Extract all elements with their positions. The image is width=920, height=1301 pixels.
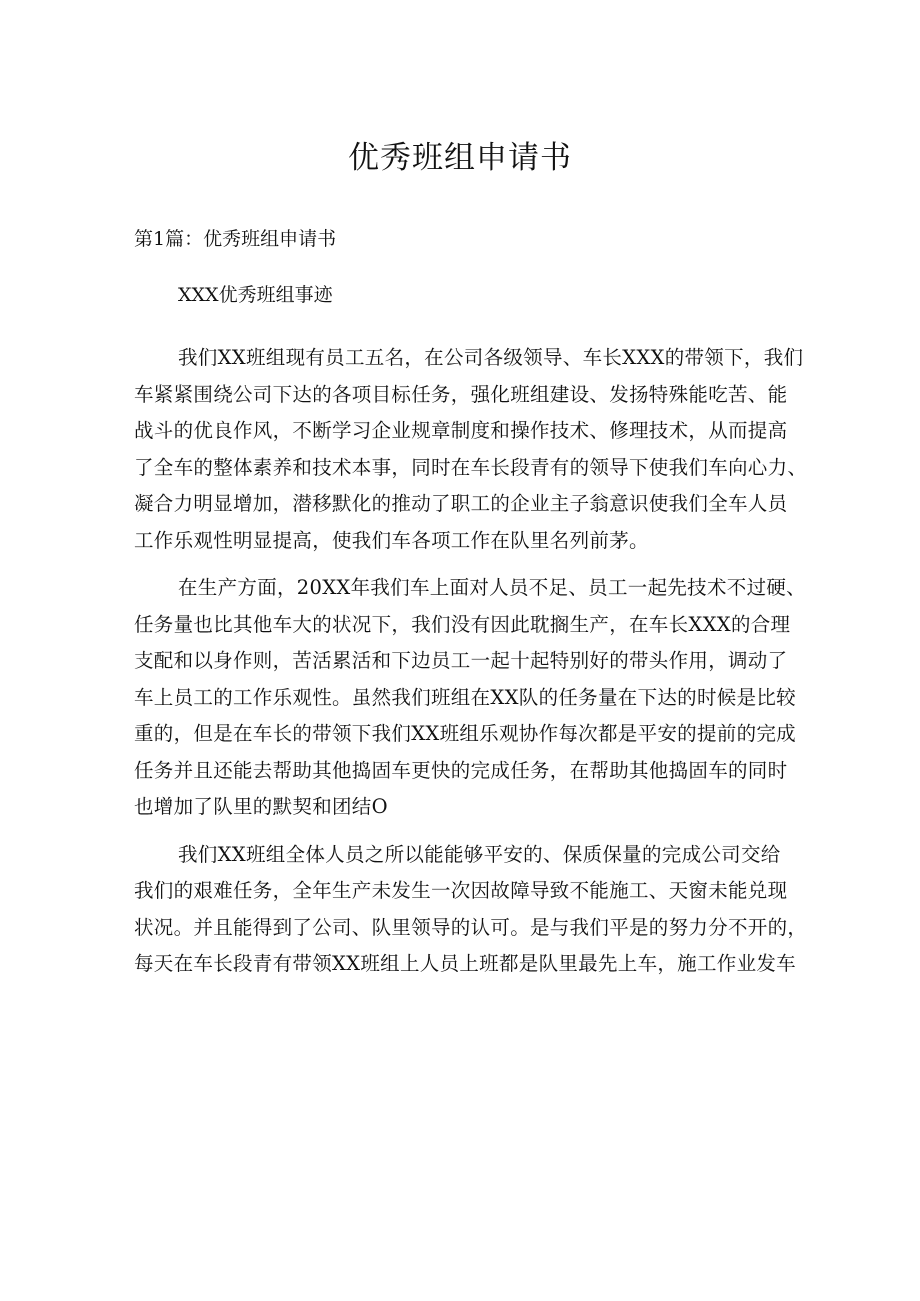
paragraph-line: 也增加了队里的默契和团结O (134, 795, 388, 818)
paragraph-line: 我们的艰难任务，全年生产未发生一次因故障导致不能施工、天窗未能兑现 (134, 879, 788, 902)
paragraph-line: 每天在车长段青有带领XX班组上人员上班都是队里最先上车，施工作业发车 (134, 952, 796, 975)
paragraph-2 (134, 570, 806, 826)
paragraph-line: 凝合力明显增加，潜移默化的推动了职工的企业主子翁意识使我们全车人员 (134, 492, 788, 515)
paragraph-line: 车紧紧围绕公司下达的各项目标任务，强化班组建设、发扬特殊能吃苦、能 (134, 382, 788, 406)
paragraph-line: 了全车的整体素养和技术本事，同时在车长段青有的领导下使我们车向心力、 (134, 455, 808, 479)
paragraph-line: 状况。并且能得到了公司、队里领导的认可。是与我们平是的努力分不开的， (134, 915, 808, 939)
paragraph-line: 工作乐观性明显提高，使我们车各项工作在队里名列前茅。 (134, 528, 649, 552)
paragraph-3 (134, 837, 808, 983)
section-heading: 第1篇：优秀班组申请书 (134, 228, 337, 250)
body-text (134, 340, 808, 994)
paragraph-1 (134, 340, 808, 559)
paragraph-line: 我们XX班组现有员工五名，在公司各级领导、车长XXX的带领下，我们 (178, 346, 804, 369)
paragraph-line: 任务并且还能去帮助其他捣固车更快的完成任务，在帮助其他捣固车的同时 (134, 758, 788, 782)
paragraph-line: 支配和以身作则，苦活累活和下边员工一起十起特别好的带头作用，调动了 (134, 649, 788, 672)
paragraph-line: 战斗的优良作风，不断学习企业规章制度和操作技术、修理技术，从而提高 (134, 419, 788, 442)
paragraph-line: 我们XX班组全体人员之所以能能够平安的、保质保量的完成公司交给 (178, 842, 781, 866)
paragraph-line: 重的，但是在车长的带领下我们XX班组乐观协作每次都是平安的提前的完成 (134, 722, 796, 745)
paragraph-line: 车上员工的工作乐观性。虽然我们班组在XX队的任务量在下达的时候是比较 (134, 685, 796, 709)
document-title: 优秀班组申请书 (348, 140, 572, 176)
subtitle: XXX优秀班组事迹 (178, 284, 333, 306)
paragraph-line: 任务量也比其他车大的状况下，我们没有因此耽搁生产，在车长XXX的合理 (134, 612, 791, 636)
paragraph-line: 在生产方面，20XX年我们车上面对人员不足、员工一起先技术不过硬、 (178, 576, 806, 599)
